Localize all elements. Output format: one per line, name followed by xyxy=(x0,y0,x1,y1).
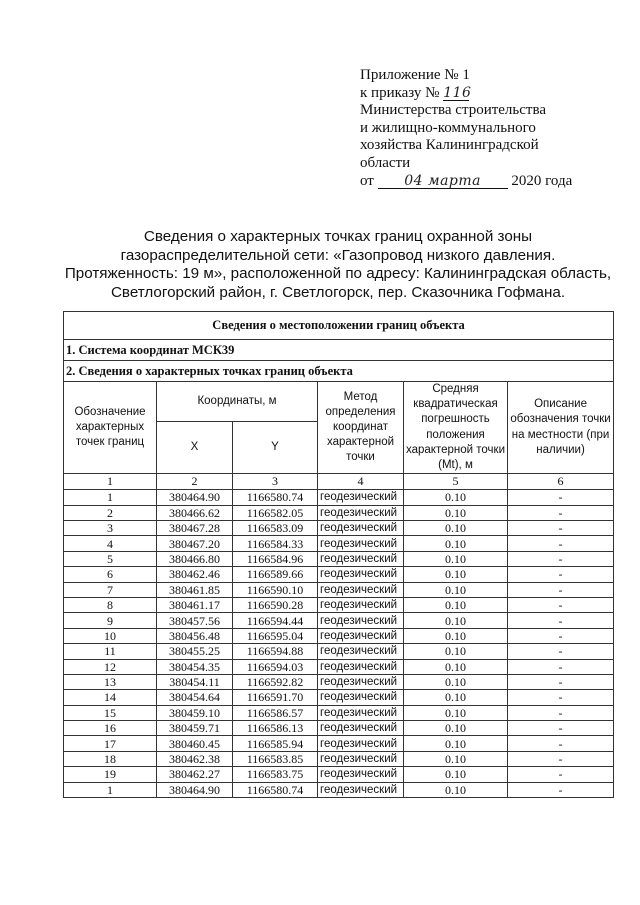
method-cell: геодезический xyxy=(318,659,404,674)
method-cell: геодезический xyxy=(318,582,404,597)
table-row xyxy=(64,567,614,582)
x-coordinate-cell: 380455.25 xyxy=(157,644,233,659)
appendix-number: Приложение № 1 xyxy=(360,67,470,83)
method-cell: геодезический xyxy=(318,551,404,566)
points-heading: 2. Сведения о характерных точках границ объекта xyxy=(64,361,614,382)
accuracy-cell: 0.10 xyxy=(404,490,508,505)
description-cell: - xyxy=(508,521,614,536)
method-cell: геодезический xyxy=(318,613,404,628)
description-cell: - xyxy=(508,690,614,705)
point-id-cell: 2 xyxy=(64,505,157,520)
description-cell: - xyxy=(508,736,614,751)
x-coordinate-cell: 380467.20 xyxy=(157,536,233,551)
accuracy-cell: 0.10 xyxy=(404,721,508,736)
table-row xyxy=(64,674,614,689)
y-coordinate-cell: 1166584.33 xyxy=(233,536,318,551)
accuracy-cell: 0.10 xyxy=(404,521,508,536)
y-coordinate-cell: 1166580.74 xyxy=(233,782,318,797)
x-coordinate-cell: 380466.80 xyxy=(157,551,233,566)
accuracy-cell: 0.10 xyxy=(404,674,508,689)
y-coordinate-cell: 1166583.09 xyxy=(233,521,318,536)
point-id-cell: 4 xyxy=(64,536,157,551)
method-cell: геодезический xyxy=(318,751,404,766)
header-designation: Обозначение характерных точек границ xyxy=(64,382,157,474)
table-row xyxy=(64,597,614,612)
table-row xyxy=(64,767,614,782)
point-id-cell: 18 xyxy=(64,751,157,766)
description-cell: - xyxy=(508,567,614,582)
header-coordinates: Координаты, м xyxy=(157,382,318,422)
order-reference xyxy=(360,85,630,103)
accuracy-cell: 0.10 xyxy=(404,613,508,628)
description-cell: - xyxy=(508,613,614,628)
point-id-cell: 9 xyxy=(64,613,157,628)
point-id-cell: 16 xyxy=(64,721,157,736)
header-method: Метод определения координат характерной точки xyxy=(318,382,404,474)
accuracy-cell: 0.10 xyxy=(404,767,508,782)
ministry-line-3: хозяйства Калининградской xyxy=(360,137,539,154)
description-cell: - xyxy=(508,490,614,505)
description-cell: - xyxy=(508,705,614,720)
point-id-cell: 19 xyxy=(64,767,157,782)
y-coordinate-cell: 1166591.70 xyxy=(233,690,318,705)
description-cell: - xyxy=(508,597,614,612)
point-id-cell: 1 xyxy=(64,490,157,505)
column-number: 3 xyxy=(233,474,318,490)
point-id-cell: 8 xyxy=(64,597,157,612)
y-coordinate-cell: 1166594.88 xyxy=(233,644,318,659)
y-coordinate-cell: 1166585.94 xyxy=(233,736,318,751)
method-cell: геодезический xyxy=(318,536,404,551)
table-row xyxy=(64,644,614,659)
method-cell: геодезический xyxy=(318,644,404,659)
x-coordinate-cell: 380462.46 xyxy=(157,567,233,582)
method-cell: геодезический xyxy=(318,767,404,782)
description-cell: - xyxy=(508,628,614,643)
accuracy-cell: 0.10 xyxy=(404,567,508,582)
coordinate-system: 1. Система координат МСК39 xyxy=(64,340,614,361)
x-coordinate-cell: 380456.48 xyxy=(157,628,233,643)
column-number: 5 xyxy=(404,474,508,490)
accuracy-cell: 0.10 xyxy=(404,505,508,520)
point-id-cell: 6 xyxy=(64,567,157,582)
description-cell: - xyxy=(508,582,614,597)
method-cell: геодезический xyxy=(318,505,404,520)
description-cell: - xyxy=(508,767,614,782)
title-line-2: газораспределительной сети: «Газопровод низкого давления. xyxy=(120,246,556,264)
column-number: 6 xyxy=(508,474,614,490)
boundary-points-table xyxy=(63,311,614,798)
point-id-cell: 1 xyxy=(64,782,157,797)
method-cell: геодезический xyxy=(318,782,404,797)
table-row xyxy=(64,736,614,751)
y-coordinate-cell: 1166583.85 xyxy=(233,751,318,766)
date-prefix: от xyxy=(360,172,374,189)
title-line-1: Сведения о характерных точках границ охранной зоны xyxy=(143,228,533,245)
description-cell: - xyxy=(508,659,614,674)
point-id-cell: 17 xyxy=(64,736,157,751)
table-row xyxy=(64,536,614,551)
accuracy-cell: 0.10 xyxy=(404,690,508,705)
description-cell: - xyxy=(508,751,614,766)
date-handwritten: 04 марта xyxy=(378,174,508,189)
accuracy-cell: 0.10 xyxy=(404,582,508,597)
accuracy-cell: 0.10 xyxy=(404,782,508,797)
x-coordinate-cell: 380454.64 xyxy=(157,690,233,705)
y-coordinate-cell: 1166592.82 xyxy=(233,674,318,689)
table-row xyxy=(64,721,614,736)
x-coordinate-cell: 380464.90 xyxy=(157,490,233,505)
accuracy-cell: 0.10 xyxy=(404,659,508,674)
method-cell: геодезический xyxy=(318,690,404,705)
description-cell: - xyxy=(508,551,614,566)
point-id-cell: 3 xyxy=(64,521,157,536)
table-row xyxy=(64,521,614,536)
table-row xyxy=(64,551,614,566)
method-cell: геодезический xyxy=(318,721,404,736)
x-coordinate-cell: 380454.35 xyxy=(157,659,233,674)
method-cell: геодезический xyxy=(318,628,404,643)
y-coordinate-cell: 1166594.44 xyxy=(233,613,318,628)
table-row xyxy=(64,782,614,797)
method-cell: геодезический xyxy=(318,567,404,582)
x-coordinate-cell: 380459.10 xyxy=(157,705,233,720)
description-cell: - xyxy=(508,644,614,659)
x-coordinate-cell: 380461.85 xyxy=(157,582,233,597)
column-number: 2 xyxy=(157,474,233,490)
x-coordinate-cell: 380460.45 xyxy=(157,736,233,751)
accuracy-cell: 0.10 xyxy=(404,551,508,566)
y-coordinate-cell: 1166586.57 xyxy=(233,705,318,720)
x-coordinate-cell: 380462.38 xyxy=(157,751,233,766)
x-coordinate-cell: 380454.11 xyxy=(157,674,233,689)
point-id-cell: 11 xyxy=(64,644,157,659)
ministry-line-1: Министерства строительства xyxy=(360,102,547,119)
x-coordinate-cell: 380467.28 xyxy=(157,521,233,536)
method-cell: геодезический xyxy=(318,490,404,505)
table-row xyxy=(64,628,614,643)
table-row xyxy=(64,505,614,520)
method-cell: геодезический xyxy=(318,597,404,612)
header-description: Описание обозначения точки на местности (при наличии) xyxy=(508,382,614,474)
document-title xyxy=(60,228,616,302)
table-row xyxy=(64,582,614,597)
table-row xyxy=(64,659,614,674)
x-coordinate-cell: 380462.27 xyxy=(157,767,233,782)
y-coordinate-cell: 1166595.04 xyxy=(233,628,318,643)
x-coordinate-cell: 380461.17 xyxy=(157,597,233,612)
y-coordinate-cell: 1166584.96 xyxy=(233,551,318,566)
order-number-handwritten: 116 xyxy=(443,84,472,101)
ministry-line-2: и жилищно-коммунального xyxy=(360,119,536,136)
method-cell: геодезический xyxy=(318,705,404,720)
y-coordinate-cell: 1166594.03 xyxy=(233,659,318,674)
y-coordinate-cell: 1166590.10 xyxy=(233,582,318,597)
table-row xyxy=(64,751,614,766)
accuracy-cell: 0.10 xyxy=(404,705,508,720)
header-accuracy: Средняя квадратическая погрешность положения характерной точки (Mt), м xyxy=(404,382,508,474)
date-year: 2020 года xyxy=(511,172,573,189)
point-id-cell: 14 xyxy=(64,690,157,705)
description-cell: - xyxy=(508,721,614,736)
ministry-line-4: области xyxy=(360,154,411,171)
column-number: 1 xyxy=(64,474,157,490)
x-coordinate-cell: 380457.56 xyxy=(157,613,233,628)
accuracy-cell: 0.10 xyxy=(404,736,508,751)
point-id-cell: 7 xyxy=(64,582,157,597)
column-number-row xyxy=(64,474,614,490)
point-id-cell: 10 xyxy=(64,628,157,643)
method-cell: геодезический xyxy=(318,521,404,536)
table-row xyxy=(64,613,614,628)
y-coordinate-cell: 1166582.05 xyxy=(233,505,318,520)
accuracy-cell: 0.10 xyxy=(404,628,508,643)
title-line-3: Протяженность: 19 м», расположенной по адресу: Калининградская область, xyxy=(64,265,612,283)
title-line-4: Светлогорский район, г. Светлогорск, пер. Сказочника Гофмана. xyxy=(110,283,566,301)
description-cell: - xyxy=(508,782,614,797)
y-coordinate-cell: 1166590.28 xyxy=(233,597,318,612)
y-coordinate-cell: 1166583.75 xyxy=(233,767,318,782)
order-date xyxy=(360,173,630,191)
header-x: X xyxy=(157,421,233,473)
description-cell: - xyxy=(508,536,614,551)
header-y: Y xyxy=(233,421,318,473)
point-id-cell: 13 xyxy=(64,674,157,689)
description-cell: - xyxy=(508,674,614,689)
point-id-cell: 15 xyxy=(64,705,157,720)
point-id-cell: 12 xyxy=(64,659,157,674)
method-cell: геодезический xyxy=(318,736,404,751)
table-row xyxy=(64,490,614,505)
accuracy-cell: 0.10 xyxy=(404,536,508,551)
accuracy-cell: 0.10 xyxy=(404,597,508,612)
description-cell: - xyxy=(508,505,614,520)
section-title: Сведения о местоположении границ объекта xyxy=(64,312,614,340)
y-coordinate-cell: 1166580.74 xyxy=(233,490,318,505)
x-coordinate-cell: 380459.71 xyxy=(157,721,233,736)
order-prefix: к приказу № xyxy=(360,84,440,101)
point-id-cell: 5 xyxy=(64,551,157,566)
column-number: 4 xyxy=(318,474,404,490)
method-cell: геодезический xyxy=(318,674,404,689)
appendix-block xyxy=(360,67,630,190)
accuracy-cell: 0.10 xyxy=(404,751,508,766)
accuracy-cell: 0.10 xyxy=(404,644,508,659)
y-coordinate-cell: 1166589.66 xyxy=(233,567,318,582)
y-coordinate-cell: 1166586.13 xyxy=(233,721,318,736)
table-row xyxy=(64,705,614,720)
x-coordinate-cell: 380466.62 xyxy=(157,505,233,520)
table-row xyxy=(64,690,614,705)
x-coordinate-cell: 380464.90 xyxy=(157,782,233,797)
